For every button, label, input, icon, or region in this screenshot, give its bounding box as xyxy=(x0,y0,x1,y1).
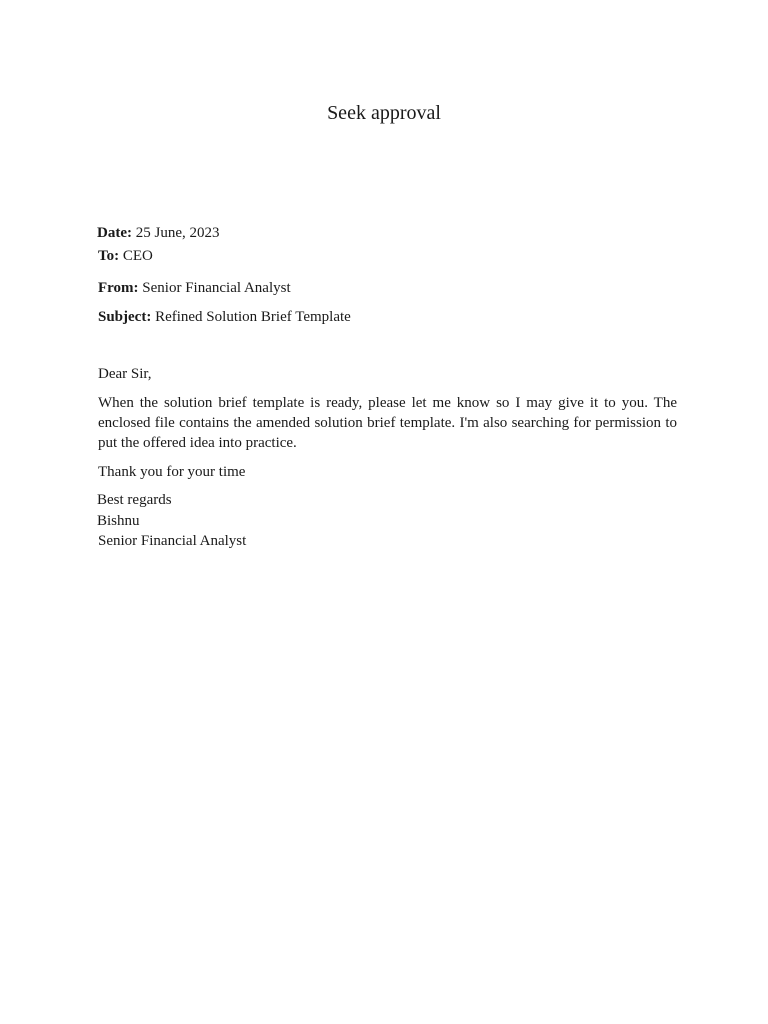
sender-label: From: xyxy=(98,280,139,296)
subject-value: Refined Solution Brief Template xyxy=(155,309,351,325)
signer-title: Senior Financial Analyst xyxy=(98,533,247,549)
salutation: Dear Sir, xyxy=(98,366,152,382)
date-value: 25 June, 2023 xyxy=(135,225,220,241)
recipient-field xyxy=(98,246,153,266)
page-title: Seek approval xyxy=(327,102,441,124)
subject-label: Subject: xyxy=(98,309,152,325)
closing-thanks: Thank you for your time xyxy=(98,464,246,480)
date-field xyxy=(97,223,219,243)
signer-name: Bishnu xyxy=(97,513,140,529)
signoff: Best regards xyxy=(97,492,172,508)
recipient-value: CEO xyxy=(122,248,153,264)
sender-value: Senior Financial Analyst xyxy=(142,280,291,296)
recipient-label: To: xyxy=(98,248,120,264)
sender-field xyxy=(98,278,291,298)
subject-field xyxy=(98,307,351,327)
body-paragraph: When the solution brief template is ready, please let me know so I may give it to you. The enclosed file contains the amended solution brief template. I'm also searching for permission to put the offered idea into practice. xyxy=(98,395,677,451)
date-label: Date: xyxy=(97,225,132,241)
